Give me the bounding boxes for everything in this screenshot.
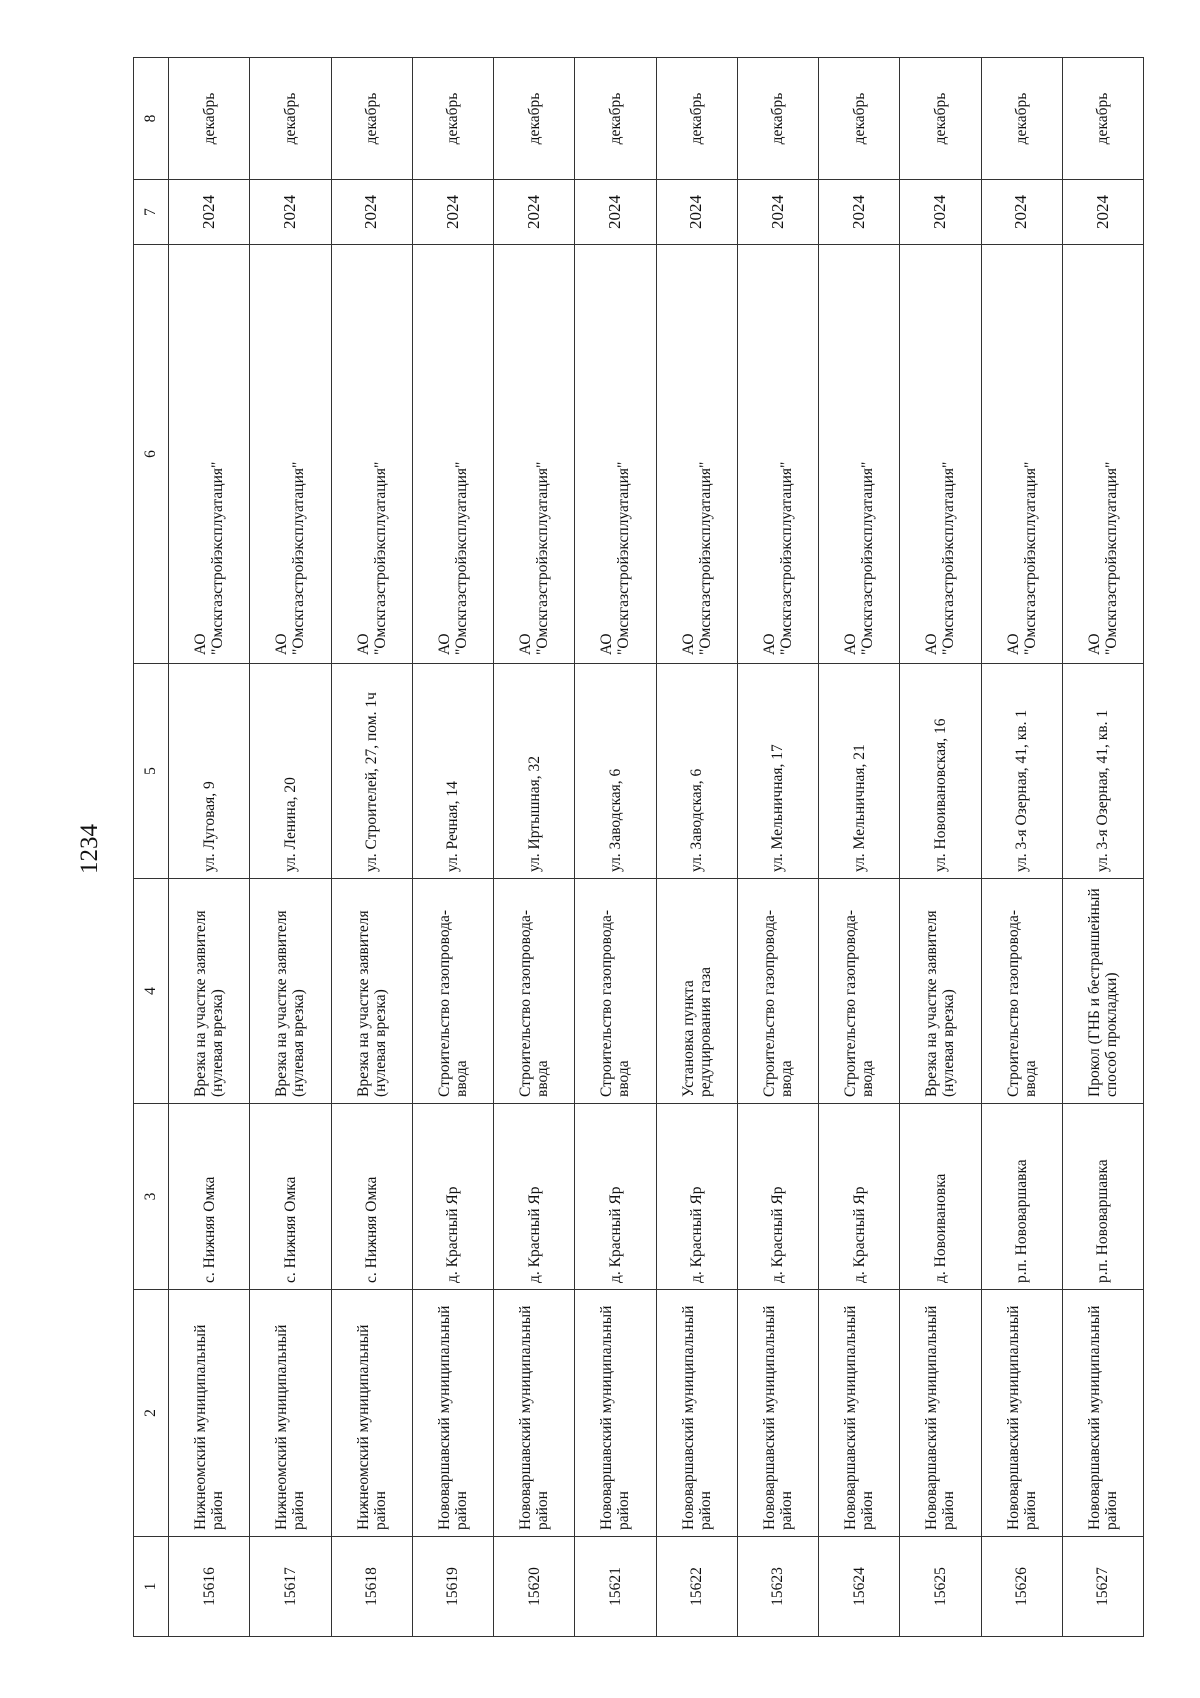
district-cell: Нижнеомский муниципальный район [169,1290,250,1537]
table-row [575,58,656,1637]
work-type-cell: Строительство газопровода-ввода [494,879,575,1104]
month-cell: декабрь [656,58,737,180]
gas-connection-table [133,57,1144,1637]
settlement-cell: с. Нижняя Омка [169,1104,250,1290]
row-number-cell: 15621 [575,1537,656,1637]
table-row [331,58,412,1637]
district-cell: Нововаршавский муниципальный район [412,1290,493,1537]
rotated-table-frame [133,58,1144,1637]
year-cell: 2024 [412,180,493,245]
row-number-cell: 15626 [981,1537,1062,1637]
work-type-cell: Врезка на участке заявителя (нулевая врезка) [250,879,331,1104]
work-type-cell: Врезка на участке заявителя (нулевая врезка) [331,879,412,1104]
organization-name: "Омскгазстройэксплуатация" [696,461,714,655]
address-cell: ул. 3-я Озерная, 41, кв. 1 [981,664,1062,879]
year-cell: 2024 [981,180,1062,245]
district-cell: Нововаршавский муниципальный район [737,1290,818,1537]
organization-cell [331,245,412,664]
district-cell: Нововаршавский муниципальный район [656,1290,737,1537]
year-cell: 2024 [819,180,900,245]
month-cell: декабрь [331,58,412,180]
organization-name: "Омскгазстройэксплуатация" [777,461,795,655]
district-cell: Нижнеомский муниципальный район [331,1290,412,1537]
organization-name: "Омскгазстройэксплуатация" [452,461,470,655]
column-number: 4 [134,879,169,1104]
row-number-cell: 15616 [169,1537,250,1637]
organization-cell [737,245,818,664]
address-cell: ул. Иртышная, 32 [494,664,575,879]
column-number: 6 [134,245,169,664]
table-row [737,58,818,1637]
year-cell: 2024 [575,180,656,245]
row-number-cell: 15622 [656,1537,737,1637]
table-row [900,58,981,1637]
table-row [169,58,250,1637]
column-number: 8 [134,58,169,180]
organization-cell [1062,245,1143,664]
table-container [133,58,1144,1637]
settlement-cell: с. Нижняя Омка [331,1104,412,1290]
district-cell: Нововаршавский муниципальный район [981,1290,1062,1537]
year-cell: 2024 [250,180,331,245]
work-type-cell: Строительство газопровода-ввода [737,879,818,1104]
organization-name: "Омскгазстройэксплуатация" [615,461,633,655]
organization-form: АО [923,633,941,655]
row-number-cell: 15623 [737,1537,818,1637]
table-row [981,58,1062,1637]
address-cell: ул. Ленина, 20 [250,664,331,879]
district-cell: Нововаршавский муниципальный район [494,1290,575,1537]
table-row [1062,58,1143,1637]
organization-name: "Омскгазстройэксплуатация" [209,461,227,655]
work-type-cell: Установка пункта редуцирования газа [656,879,737,1104]
organization-cell [169,245,250,664]
month-cell: декабрь [494,58,575,180]
settlement-cell: р.п. Нововаршавка [1062,1104,1143,1290]
table-row [656,58,737,1637]
organization-form: АО [760,633,778,655]
organization-name: "Омскгазстройэксплуатация" [1021,461,1039,655]
address-cell: ул. Заводская, 6 [656,664,737,879]
address-cell: ул. Заводская, 6 [575,664,656,879]
organization-form: АО [679,633,697,655]
row-number-cell: 15617 [250,1537,331,1637]
settlement-cell: д. Красный Яр [494,1104,575,1290]
organization-cell [250,245,331,664]
organization-cell [412,245,493,664]
row-number-cell: 15624 [819,1537,900,1637]
settlement-cell: д. Красный Яр [656,1104,737,1290]
row-number-cell: 15618 [331,1537,412,1637]
table-row [412,58,493,1637]
month-cell: декабрь [575,58,656,180]
column-number-row [134,58,169,1637]
year-cell: 2024 [331,180,412,245]
row-number-cell: 15620 [494,1537,575,1637]
year-cell: 2024 [1062,180,1143,245]
organization-name: "Омскгазстройэксплуатация" [1102,461,1120,655]
organization-cell [900,245,981,664]
organization-cell [981,245,1062,664]
table-body [134,58,1144,1637]
column-number: 5 [134,664,169,879]
year-cell: 2024 [494,180,575,245]
district-cell: Нововаршавский муниципальный район [1062,1290,1143,1537]
work-type-cell: Прокол (ГНБ и бестраншейный способ прокладки) [1062,879,1143,1104]
organization-cell [494,245,575,664]
settlement-cell: д. Красный Яр [737,1104,818,1290]
address-cell: ул. Строителей, 27, пом. 1ч [331,664,412,879]
settlement-cell: с. Нижняя Омка [250,1104,331,1290]
district-cell: Нововаршавский муниципальный район [575,1290,656,1537]
month-cell: декабрь [169,58,250,180]
address-cell: ул. Луговая, 9 [169,664,250,879]
work-type-cell: Врезка на участке заявителя (нулевая врезка) [900,879,981,1104]
organization-form: АО [517,633,535,655]
month-cell: декабрь [1062,58,1143,180]
month-cell: декабрь [737,58,818,180]
organization-cell [819,245,900,664]
organization-name: "Омскгазстройэксплуатация" [371,461,389,655]
organization-form: АО [435,633,453,655]
address-cell: ул. Мельничная, 17 [737,664,818,879]
work-type-cell: Врезка на участке заявителя (нулевая врезка) [169,879,250,1104]
address-cell: ул. Новоивановская, 16 [900,664,981,879]
address-cell: ул. Речная, 14 [412,664,493,879]
year-cell: 2024 [656,180,737,245]
month-cell: декабрь [250,58,331,180]
settlement-cell: д. Красный Яр [575,1104,656,1290]
work-type-cell: Строительство газопровода-ввода [819,879,900,1104]
settlement-cell: д. Новоивановка [900,1104,981,1290]
organization-form: АО [273,633,291,655]
organization-name: "Омскгазстройэксплуатация" [940,461,958,655]
address-cell: ул. Мельничная, 21 [819,664,900,879]
row-number-cell: 15619 [412,1537,493,1637]
settlement-cell: р.п. Нововаршавка [981,1104,1062,1290]
row-number-cell: 15627 [1062,1537,1143,1637]
work-type-cell: Строительство газопровода-ввода [412,879,493,1104]
table-row [819,58,900,1637]
organization-form: АО [354,633,372,655]
organization-form: АО [192,633,210,655]
organization-form: АО [598,633,616,655]
month-cell: декабрь [981,58,1062,180]
month-cell: декабрь [412,58,493,180]
work-type-cell: Строительство газопровода-ввода [981,879,1062,1104]
settlement-cell: д. Красный Яр [412,1104,493,1290]
organization-form: АО [1004,633,1022,655]
year-cell: 2024 [169,180,250,245]
column-number: 3 [134,1104,169,1290]
district-cell: Нововаршавский муниципальный район [819,1290,900,1537]
address-cell: ул. 3-я Озерная, 41, кв. 1 [1062,664,1143,879]
year-cell: 2024 [737,180,818,245]
district-cell: Нововаршавский муниципальный район [900,1290,981,1537]
organization-form: АО [1085,633,1103,655]
month-cell: декабрь [819,58,900,180]
row-number-cell: 15625 [900,1537,981,1637]
organization-cell [575,245,656,664]
month-cell: декабрь [900,58,981,180]
organization-cell [656,245,737,664]
settlement-cell: д. Красный Яр [819,1104,900,1290]
organization-name: "Омскгазстройэксплуатация" [290,461,308,655]
organization-name: "Омскгазстройэксплуатация" [534,461,552,655]
table-row [494,58,575,1637]
column-number: 1 [134,1537,169,1637]
column-number: 7 [134,180,169,245]
table-row [250,58,331,1637]
organization-name: "Омскгазстройэксплуатация" [859,461,877,655]
column-number: 2 [134,1290,169,1537]
work-type-cell: Строительство газопровода-ввода [575,879,656,1104]
year-cell: 2024 [900,180,981,245]
district-cell: Нижнеомский муниципальный район [250,1290,331,1537]
page-number: 1234 [76,824,103,874]
organization-form: АО [842,633,860,655]
